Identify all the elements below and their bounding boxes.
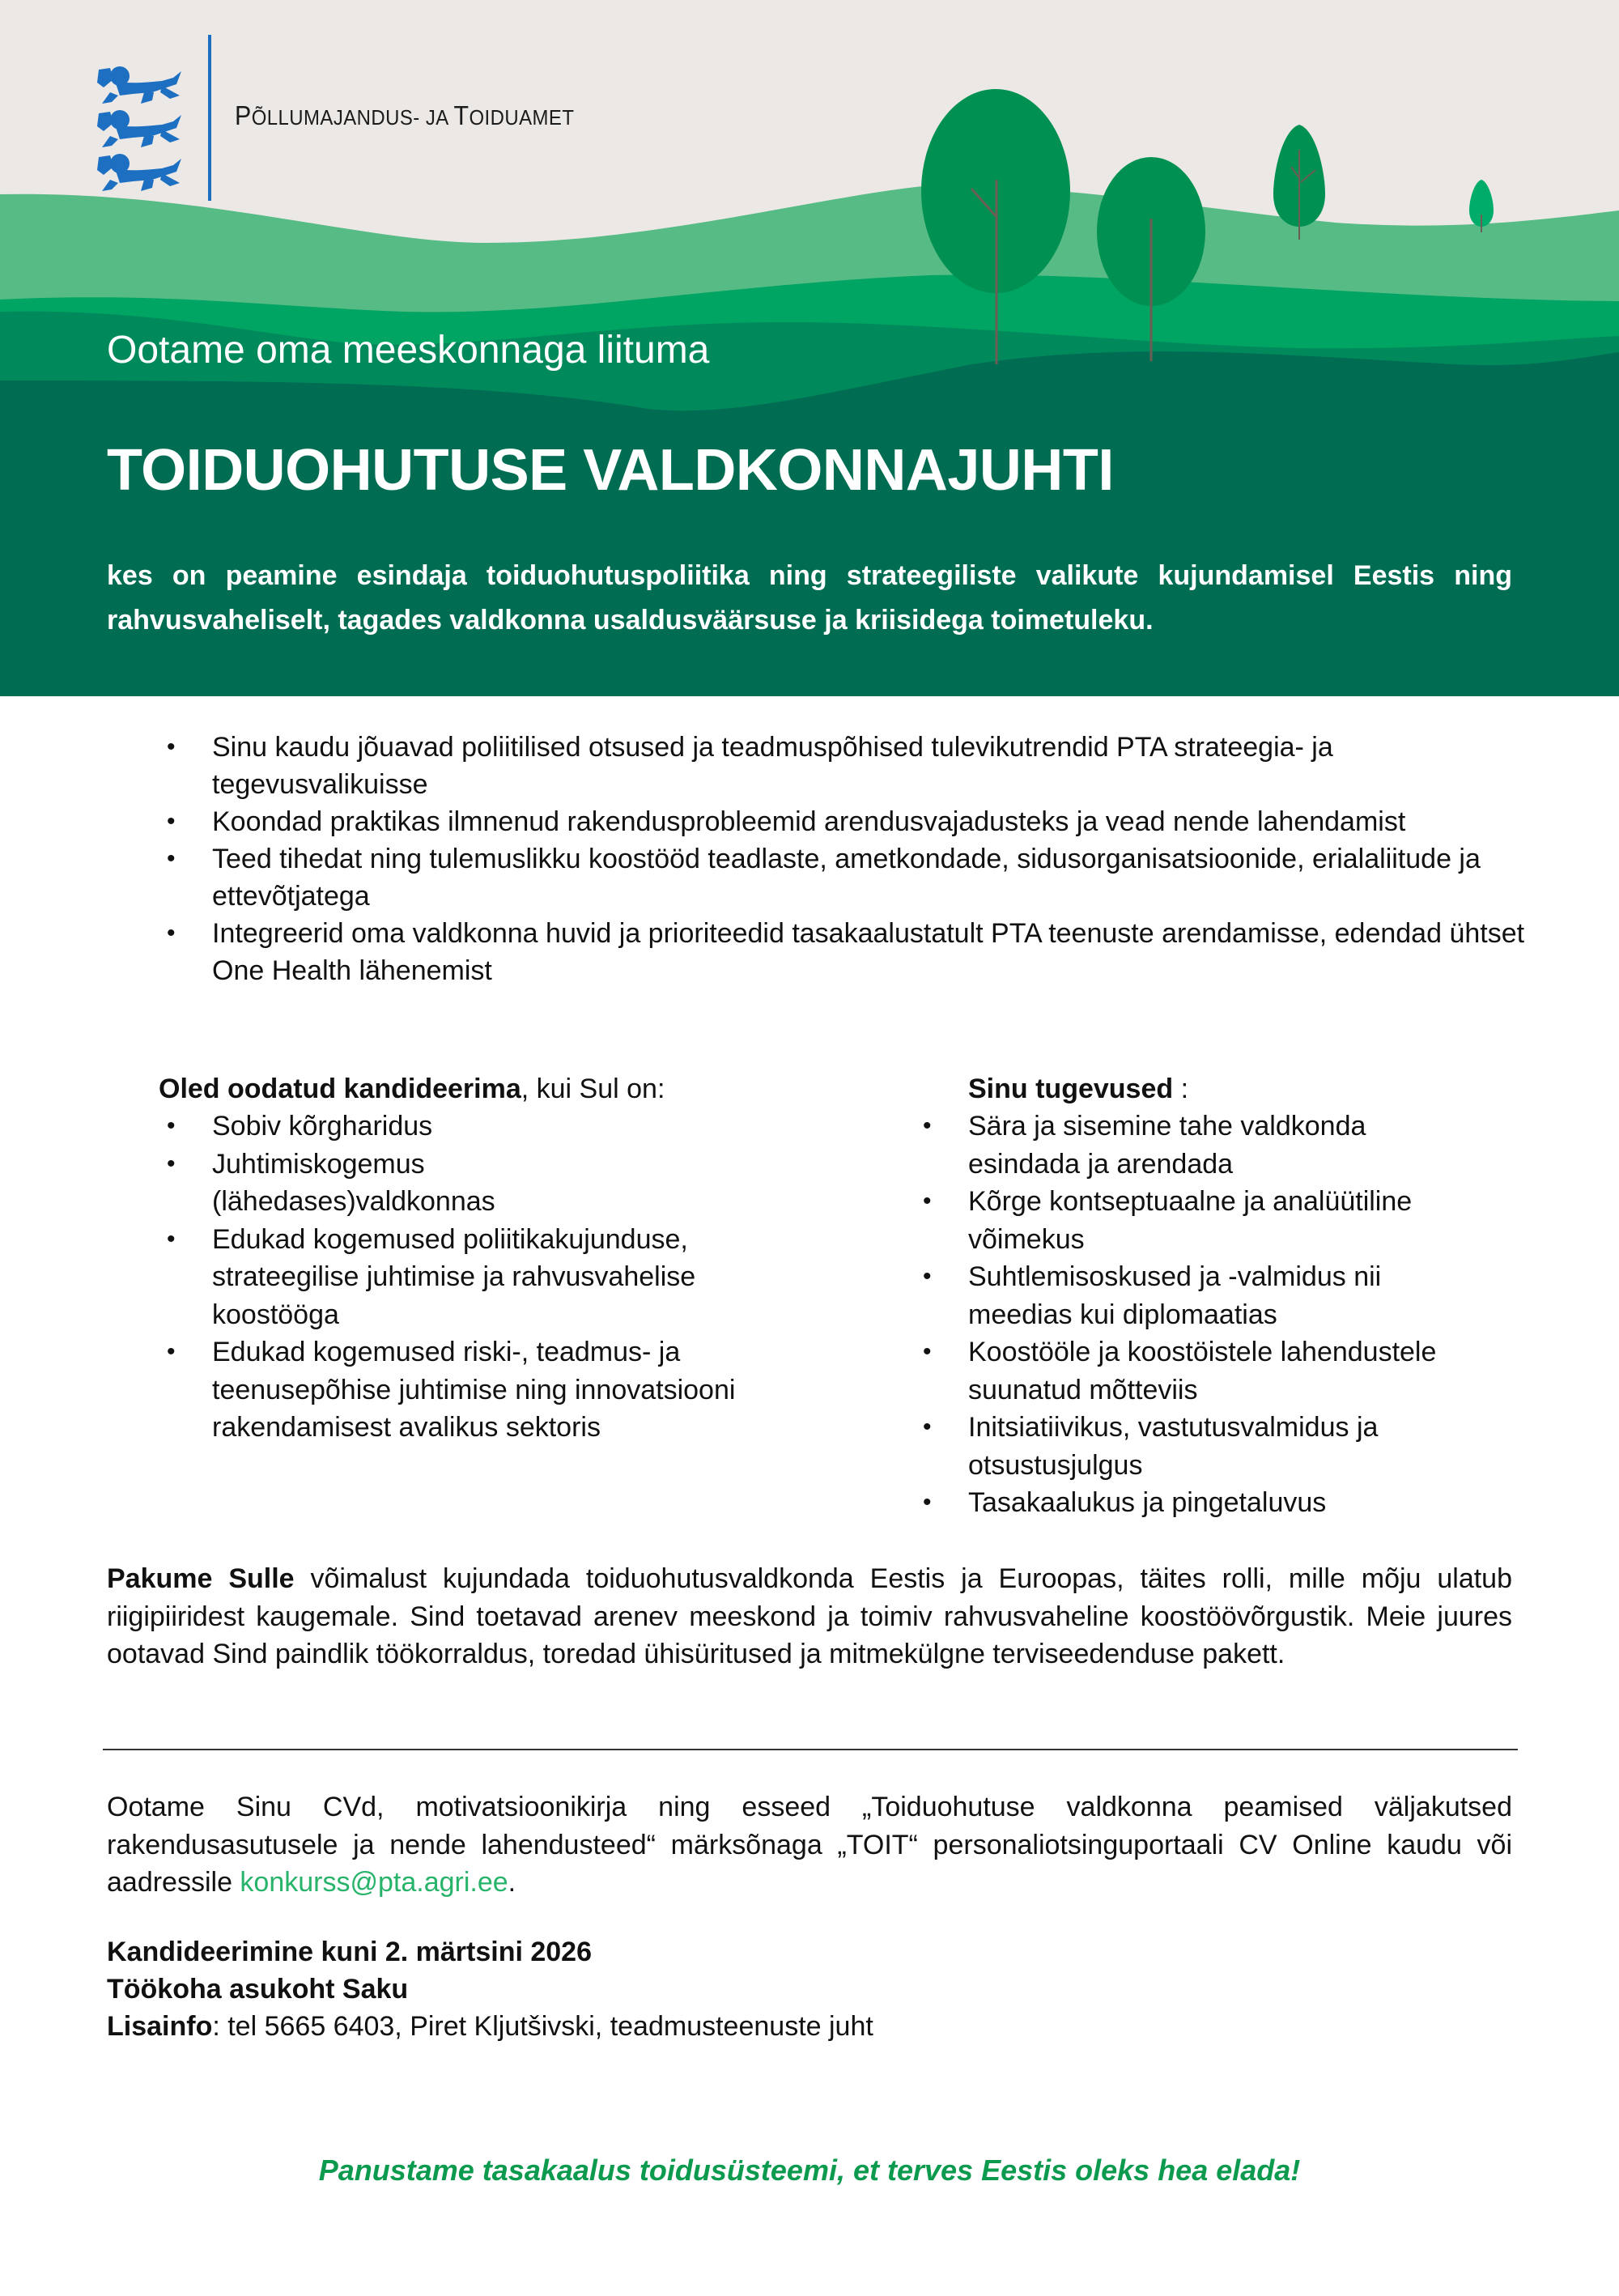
list-item-text: Sobiv kõrgharidus: [212, 1111, 433, 1142]
offer-text: võimalust kujundada toiduohutusvaldkonda Eestis ja Euroopas, täites rolli, mille mõju ulatub riigipiiridest kaugemale. Sind toetavad arenev meeskond ja toimiv rahvusvaheline koostöövõrgustik. Meie juures ootavad Sind paindlik töökorraldus, toredad ühisüritused ja mitmekülgne terviseedenduse pakett.: [107, 1563, 1512, 1669]
requirements-heading: [159, 1070, 774, 1108]
bullet-icon: •: [167, 1112, 176, 1139]
list-item: [915, 1258, 1465, 1333]
list-item-text: Koondad praktikas ilmnenud rakendusprobleemid arendusvajadusteks ja vead nende lahendamist: [212, 806, 1406, 837]
list-item: [159, 729, 1535, 803]
list-item-text: Sinu kaudu jõuavad poliitilised otsused ja teadmuspõhised tulevikutrendid PTA strateegia- ja tegevusvalikuisse: [212, 732, 1333, 800]
contact-info-label: Lisainfo: [107, 2011, 213, 2042]
bullet-icon: •: [923, 1188, 932, 1214]
bullet-icon: •: [923, 1338, 932, 1365]
list-item: [159, 1221, 758, 1334]
application-paragraph: [107, 1788, 1512, 1902]
organization-name: [235, 100, 574, 131]
application-text: Ootame Sinu CVd, motivatsioonikirja ning esseed „Toiduohutuse valdkonna peamised väljakutsed rakendusasutusele ja nende lahendusteed“ märksõnaga „TOIT“ personaliotsinguportaali CV Online kaudu või aadressile: [107, 1792, 1512, 1898]
strengths-heading: [915, 1070, 1530, 1108]
lion-icon: [97, 154, 181, 191]
bullet-icon: •: [923, 1112, 932, 1139]
requirements-list: [159, 1108, 774, 1447]
offer-lead: Pakume Sulle: [107, 1563, 295, 1594]
job-subtitle: kes on peamine esindaja toiduohutuspoliitika ning strateegiliste valikute kujundamisel Eestis ning rahvusvaheliselt, tagades valdkonna usaldusväärsuse ja kriisidega toimetuleku.: [107, 560, 1512, 636]
lion-icon: [97, 66, 181, 104]
bullet-icon: •: [167, 1150, 176, 1177]
list-item-text: Initsiatiivikus, vastutusvalmidus ja otsustusjulgus: [968, 1412, 1379, 1481]
org-name-part-2: OIDUAMET: [469, 105, 575, 130]
slogan: Panustame tasakaalus toidusüsteemi, et terves Eestis oleks hea elada!: [318, 2154, 1301, 2187]
list-item-text: Integreerid oma valdkonna huvid ja prioriteedid tasakaalustatult PTA teenuste arendamisse, edendad ühtset One Health lähenemist: [212, 918, 1525, 986]
list-item: [915, 1183, 1498, 1258]
requirements-section: [159, 1070, 774, 1447]
requirements-heading-bold: Oled oodatud kandideerima: [159, 1074, 521, 1104]
list-item-text: Tasakaalukus ja pingetaluvus: [968, 1487, 1327, 1518]
list-item: [915, 1484, 1530, 1522]
header-banner: [0, 0, 1619, 696]
band-bottom: [0, 351, 1619, 696]
bullet-icon: •: [923, 1414, 932, 1440]
list-item: [915, 1333, 1514, 1409]
list-item-text: Koostööle ja koostöistele lahendustele suunatud mõtteviis: [968, 1337, 1437, 1405]
bullet-icon: •: [167, 920, 176, 946]
list-item-text: Kõrge kontseptuaalne ja analüütiline võimekus: [968, 1186, 1413, 1255]
location-text: Töökoha asukoht Saku: [107, 1974, 409, 2005]
offer-paragraph: [107, 1560, 1512, 1673]
requirements-heading-rest: , kui Sul on:: [521, 1074, 665, 1104]
list-item-text: Sära ja sisemine tahe valdkonda esindada ja arendada: [968, 1111, 1366, 1180]
deadline: [107, 1933, 873, 1971]
strengths-heading-bold: Sinu tugevused: [968, 1074, 1174, 1104]
list-item-text: Edukad kogemused poliitikakujunduse, strateegilise juhtimise ja rahvusvahelise koostööga: [212, 1223, 696, 1330]
list-item: [159, 1108, 774, 1146]
list-item-text: Juhtimiskogemus (lähedases)valdkonnas: [212, 1148, 495, 1217]
strengths-list: [915, 1108, 1530, 1522]
org-name-initial-2: T: [453, 100, 470, 130]
list-item: [159, 1333, 758, 1447]
job-title: TOIDUOHUTUSE VALDKONNAJUHTI: [107, 438, 1114, 503]
bullet-icon: •: [167, 1338, 176, 1365]
org-name-part-1: ÕLLUMAJANDUS- JA: [251, 105, 454, 130]
bullet-icon: •: [923, 1263, 932, 1290]
list-item-text: Suhtlemisoskused ja -valmidus nii meedias kui diplomaatias: [968, 1261, 1382, 1330]
deadline-text: Kandideerimine kuni 2. märtsini 2026: [107, 1937, 593, 1967]
logo-divider: [208, 35, 211, 201]
contact-info: [107, 2008, 873, 2045]
bullet-icon: •: [167, 808, 176, 835]
list-item: [915, 1108, 1433, 1183]
list-item: [159, 803, 1535, 840]
list-item: [159, 1146, 612, 1221]
bullet-icon: •: [167, 733, 176, 760]
responsibilities-list: [159, 729, 1535, 989]
coat-of-arms-logo-icon: [96, 63, 185, 196]
section-divider: [103, 1749, 1518, 1750]
bullet-icon: •: [923, 1489, 932, 1516]
bullet-icon: •: [167, 1225, 176, 1252]
strengths-section: [915, 1070, 1530, 1522]
bullet-icon: •: [167, 845, 176, 872]
application-end: .: [508, 1867, 516, 1898]
list-item: [159, 915, 1535, 989]
lion-icon: [97, 110, 181, 147]
list-item: [915, 1409, 1465, 1484]
email-link[interactable]: konkurss@pta.agri.ee: [240, 1867, 508, 1898]
contact-info-text: : tel 5665 6403, Piret Kljutšivski, teadmusteenuste juht: [212, 2011, 873, 2042]
strengths-heading-rest: :: [1173, 1074, 1189, 1104]
invite-heading: Ootame oma meeskonnaga liituma: [107, 329, 710, 372]
list-item-text: Teed tihedat ning tulemuslikku koostööd teadlaste, ametkondade, sidusorganisatsioonide, erialaliitude ja ettevõtjatega: [212, 844, 1481, 912]
list-item: [159, 840, 1535, 915]
list-item-text: Edukad kogemused riski-, teadmus- ja teenusepõhise juhtimise ning innovatsiooni rakendamisest avalikus sektoris: [212, 1337, 736, 1443]
org-name-initial-1: P: [235, 100, 252, 130]
location: [107, 1971, 873, 2008]
job-facts: [107, 1933, 873, 2045]
